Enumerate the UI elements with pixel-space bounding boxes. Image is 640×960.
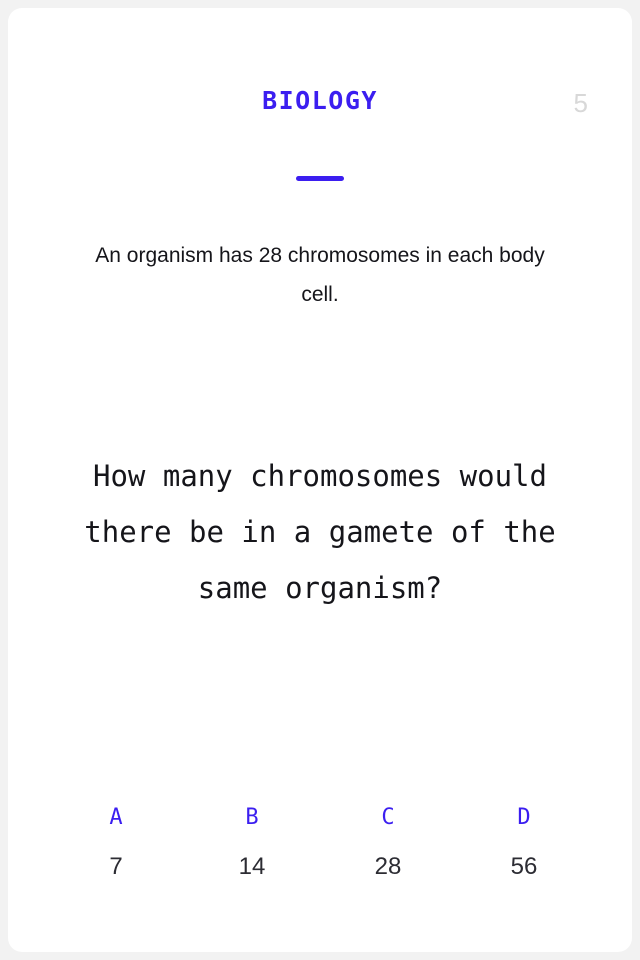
- choice-option-c[interactable]: [320, 803, 456, 881]
- subject-title: BIOLOGY: [262, 86, 378, 115]
- answer-choices: [48, 803, 592, 881]
- choice-letter-d: D: [517, 805, 531, 830]
- choice-letter-b: B: [245, 805, 259, 830]
- question-text: How many chromosomes would there be in a gamete of the same organism?: [84, 459, 556, 605]
- divider: [296, 176, 344, 181]
- choice-value-c: 28: [374, 853, 402, 880]
- choice-value-d: 56: [510, 853, 538, 880]
- choice-option-d[interactable]: [456, 803, 592, 881]
- question-number: 5: [573, 88, 588, 118]
- choice-letter-c: C: [381, 805, 395, 830]
- card-header: [8, 86, 632, 134]
- choice-value-a: 7: [109, 853, 123, 880]
- question-card: [8, 8, 632, 952]
- question-context: An organism has 28 chromosomes in each body cell.: [95, 244, 545, 306]
- choice-value-b: 14: [238, 853, 266, 880]
- choice-letter-a: A: [109, 805, 123, 830]
- choice-option-a[interactable]: [48, 803, 184, 881]
- choice-option-b[interactable]: [184, 803, 320, 881]
